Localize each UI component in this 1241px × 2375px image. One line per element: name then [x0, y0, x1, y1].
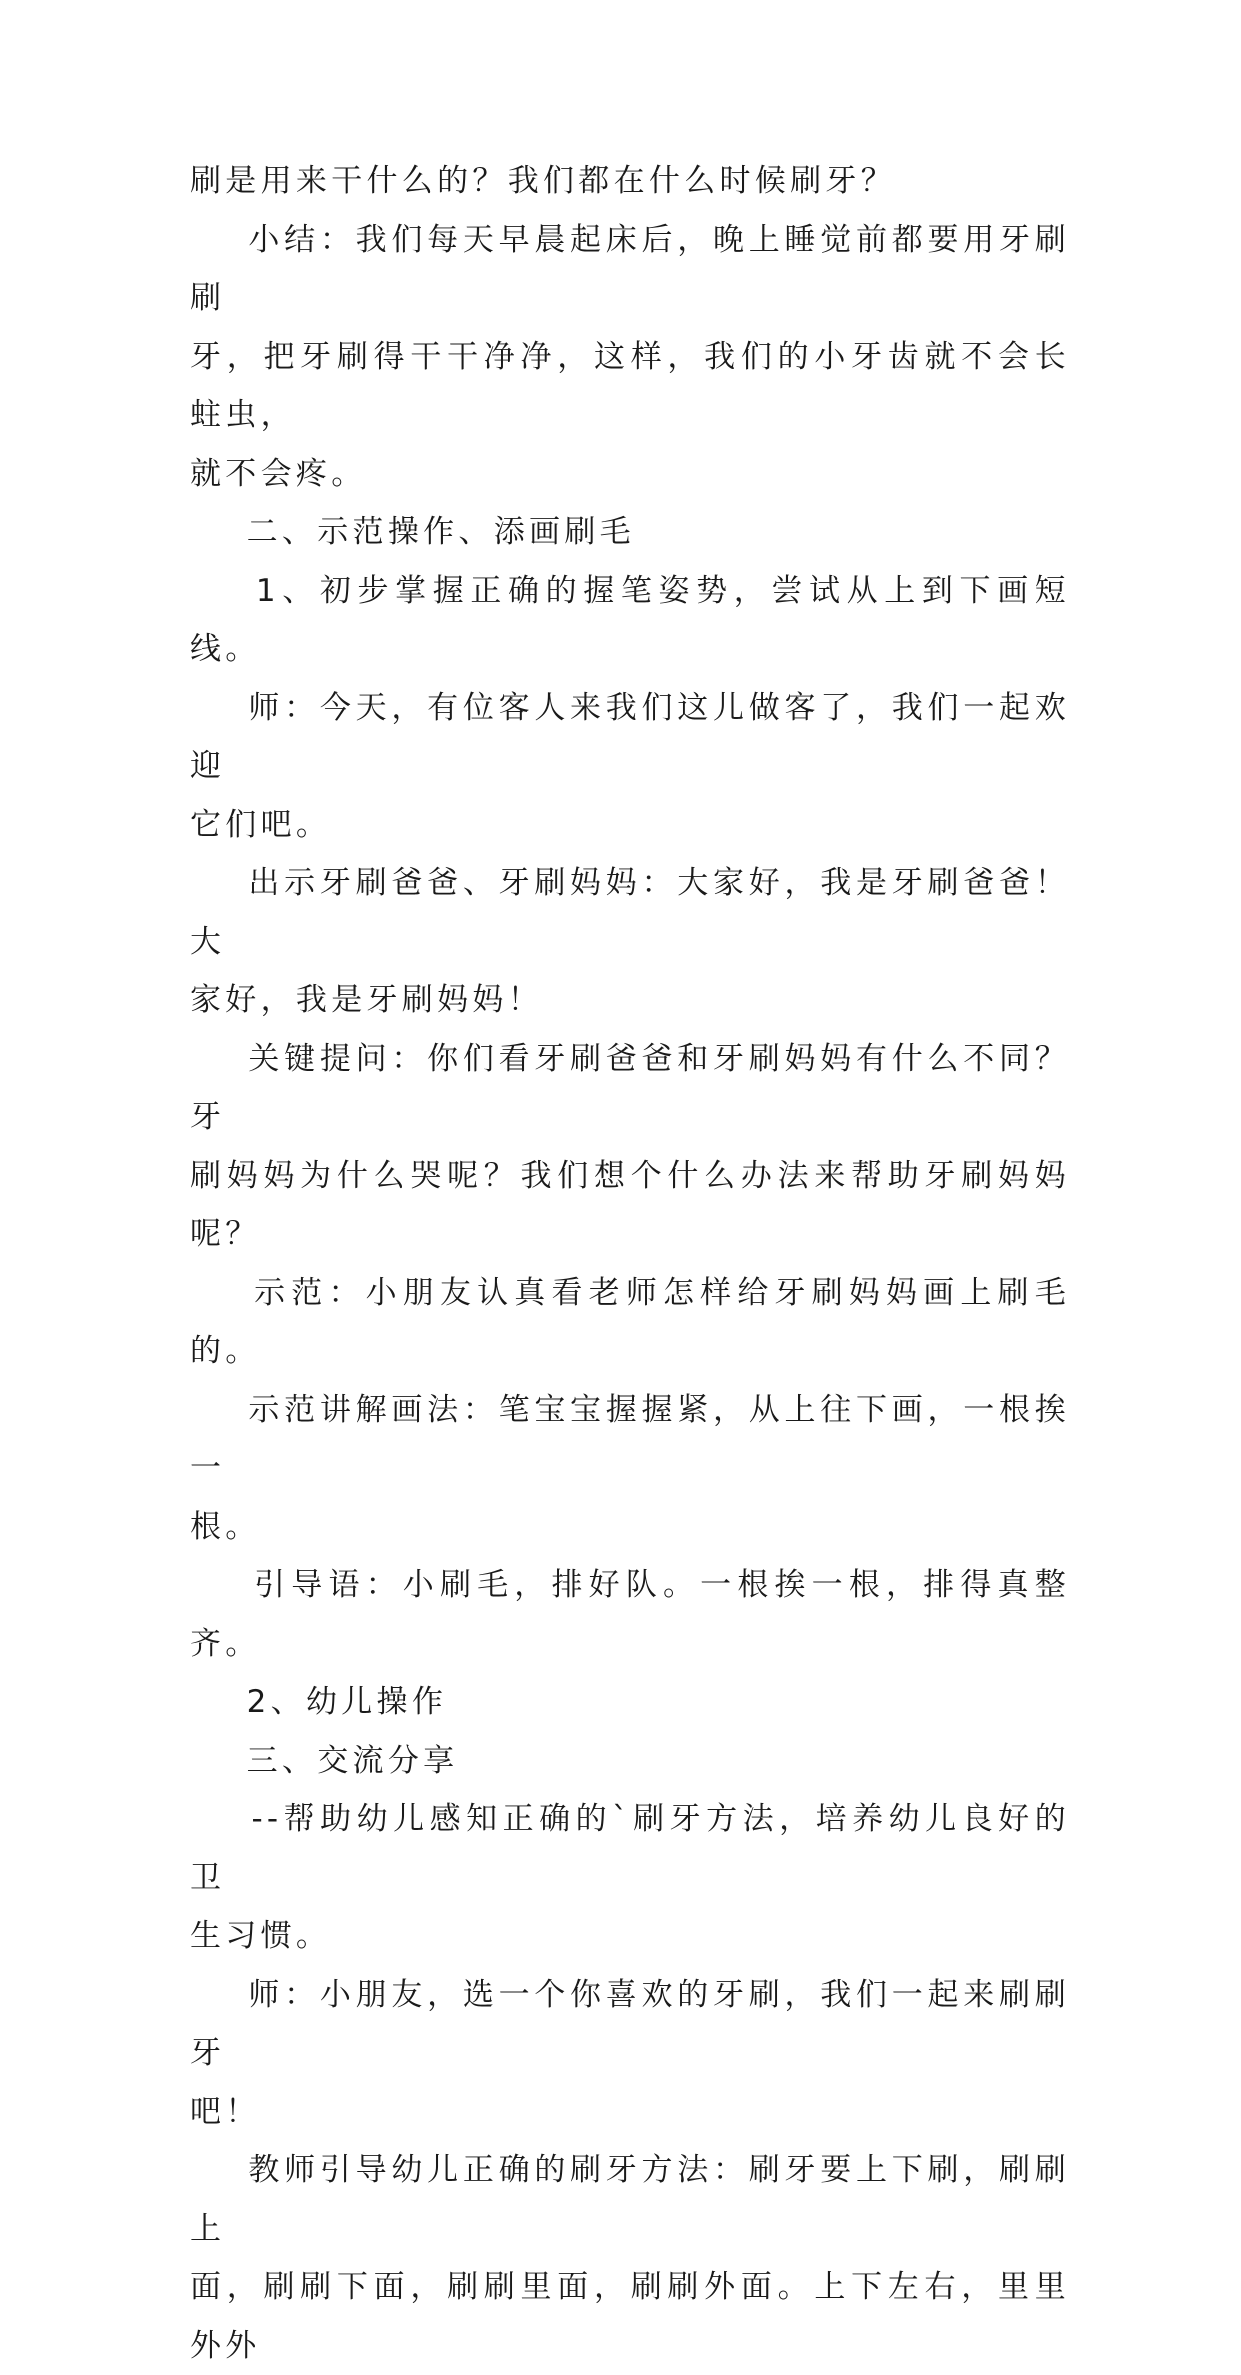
text-line-8: 它们吧。 — [190, 806, 332, 843]
text-line-1: 刷是用来干什么的？我们都在什么时候刷牙？ — [190, 163, 896, 199]
text-line-19: --帮助幼儿感知正确的`刷牙方法，培养幼儿良好的卫 — [190, 1801, 1070, 1896]
text-line-6: 1、初步掌握正确的握笔姿势，尝试从上到下画短线。 — [190, 572, 1070, 667]
text-line-11: 关键提问：你们看牙刷爸爸和牙刷妈妈有什么不同？牙 — [190, 1040, 1070, 1135]
text-line-12: 刷妈妈为什么哭呢？我们想个什么办法来帮助牙刷妈妈呢？ — [190, 1157, 1070, 1252]
text-line-14: 示范讲解画法：笔宝宝握握紧，从上往下画，一根挨一 — [190, 1391, 1070, 1486]
text-line-22: 吧！ — [190, 2093, 261, 2130]
text-line-23: 教师引导幼儿正确的刷牙方法：刷牙要上下刷，刷刷上 — [190, 2152, 1070, 2247]
text-line-13: 示范：小朋友认真看老师怎样给牙刷妈妈画上刷毛的。 — [190, 1274, 1070, 1369]
text-line-7: 师：今天，有位客人来我们这儿做客了，我们一起欢迎 — [190, 689, 1070, 784]
text-line-15: 根。 — [190, 1508, 261, 1545]
text-line-17: 2、幼儿操作 — [190, 1684, 448, 1720]
section-heading-demo: 二、示范操作、添画刷毛 — [190, 514, 635, 550]
section-heading-share: 三、交流分享 — [190, 1742, 459, 1779]
body-text — [190, 152, 1070, 2375]
text-line-21: 师：小朋友，选一个你喜欢的牙刷，我们一起来刷刷牙 — [190, 1976, 1070, 2071]
text-line-3: 牙，把牙刷得干干净净，这样，我们的小牙齿就不会长蛀虫， — [190, 338, 1070, 433]
text-line-20: 生习惯。 — [190, 1918, 332, 1954]
text-line-4: 就不会疼。 — [190, 455, 367, 492]
text-line-2: 小结：我们每天早晨起床后，晚上睡觉前都要用牙刷刷 — [190, 221, 1070, 316]
text-line-16: 引导语：小刷毛，排好队。一根挨一根，排得真整齐。 — [190, 1567, 1070, 1662]
text-line-24: 面，刷刷下面，刷刷里面，刷刷外面。上下左右，里里外外 — [190, 2269, 1070, 2364]
text-line-10: 家好，我是牙刷妈妈！ — [190, 982, 543, 1018]
text-line-9: 出示牙刷爸爸、牙刷妈妈：大家好，我是牙刷爸爸！大 — [190, 865, 1070, 960]
